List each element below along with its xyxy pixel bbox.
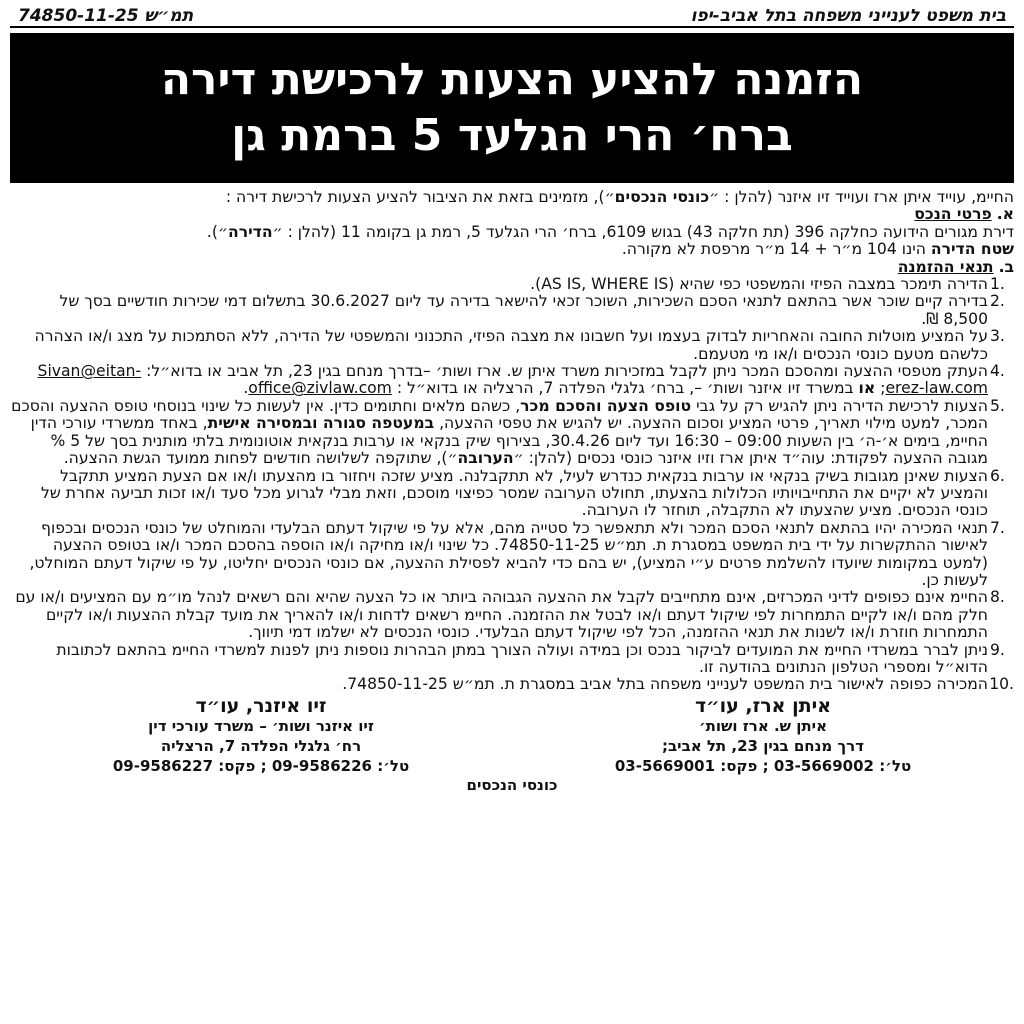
signer-address: רח׳ גלגלי הפלדה 7, הרצליה (160, 736, 362, 755)
area-text: הינו 104 מ״ר + 14 מ״ר מרפסת לא מקורה. (621, 240, 926, 259)
item-number: .10 (989, 675, 1014, 694)
signature-eitan-erez (615, 696, 911, 776)
section-title: תנאי ההזמנה (897, 257, 994, 276)
signer-name: איתן ארז, עו״ד (694, 694, 832, 717)
item-end: . (243, 379, 249, 398)
term-item (10, 589, 1014, 641)
signer-firm: איתן ש. ארז ושות׳ (698, 716, 827, 735)
item-number: .1 (990, 275, 1005, 294)
signer-phones: טל׳: 09-9586226 ; פקס: 09-9586227 (112, 756, 410, 775)
item-number: .5 (990, 396, 1005, 415)
property-description (10, 224, 1014, 241)
email-link-2[interactable]: office@zivlaw.com (248, 379, 392, 398)
item-text: על המציע מוטלות החובה והאחריות לבדוק בעצמו ועל חשבונו את מצבה הפיזי, התכנוני והמשפטי של הדירה, ללא הסתמכות על מצג ו/או הצהרה כלשהם מטעם כונסי הנכסים ו/או מי מטעמם. (34, 327, 988, 363)
item-number: .4 (990, 362, 1005, 381)
section-a-heading (10, 206, 1014, 223)
intro-text: החיימ, עוייד איתן ארז ועוייד זיו איזנר (להלן : ״ (709, 188, 1014, 206)
item-number: .9 (990, 640, 1005, 659)
term-item (10, 676, 1014, 693)
signer-phones: טל׳: 03-5669002 ; פקס: 03-5669001 (614, 756, 912, 775)
item-number: .7 (990, 518, 1005, 537)
property-area (10, 241, 1014, 258)
item-number: .8 (990, 588, 1005, 607)
item-text: תנאי המכירה יהיו בהתאם לתנאי הסכם המכר ולא תתאפשר כל סטייה מהם, אלא על פי שיקול דעתם הבלעדי והמוחלט של כונסי הנכסים ובכפוף לאישור ההתקשרות על ידי בית המשפט במסגרת ת. תמ״ש 74850-11-25. כל שינוי ו/או מחיקה ו/או הוספה בהסכם המכר ו/או בטופס ההצעה (למעט במקומות שיועדו להשלמת פרטים ע״י המציע), יש בהם כדי להביא לפסילת ההצעה, אם כונסי הנכסים יחליטו, על פי שיקול דעתם המוחלט, לעשות כן. (29, 518, 988, 589)
term-item (10, 276, 1014, 293)
intro-paragraph (10, 189, 1014, 206)
receivers-term: כונסי הנכסים (614, 188, 710, 206)
item-text: החיימ אינם כפופים לדיני המכרזים, אינם מתחייבים לקבל את ההצעה הגבוהה ביותר או כל הצעה שהיא והם רשאים לנהל מו״מ עם המציעים ו/או עם חלק מהם ו/או לקיים התמחרות לפי שיקול דעתם ו/או לבטל את ההזמנה. החיימ רשאים לדחות ו/או להאריך את מועד קבלת ההצעות ו/או לקיים התמחרות חוזרת ו/או לשנות את תנאי ההזמנה, הכל לפי שיקול דעתם הבלעדי. כונסי הנכסים לא ישלמו דמי תיווך. (15, 588, 988, 642)
bold-term: טופס הצעה והסכם מכר (520, 396, 692, 415)
court-name: בית משפט לענייני משפחה בתל אביב-יפו (690, 6, 1006, 26)
term-item (10, 328, 1014, 363)
item-text: ניתן לברר במשרדי החיימ את המועדים לביקור בנכס וכן במידה ועולה הצורך במתן הבהרות נוספות ניתן לפנות למשרדי החיימ בהתאם לכתובות הדוא״ל ומספרי הטלפון הנתונים בהודעה זו. (56, 640, 988, 676)
title-line-2: ברח׳ הרי הגלעד 5 ברמת גן (231, 110, 793, 161)
signature-ziv-eisner (113, 696, 409, 776)
item-number: .6 (990, 466, 1005, 485)
term-item (10, 520, 1014, 590)
bold-term: הערובה (457, 449, 514, 468)
term-item (10, 293, 1014, 328)
section-letter: ב. (998, 257, 1014, 276)
signer-firm: זיו איזנר ושות׳ – משרד עורכי דין (148, 716, 374, 735)
email-link-1[interactable]: Sivan@eitan-erez-law.com (37, 362, 988, 398)
item-text: בדירה קיים שוכר אשר בהתאם לתנאי הסכם השכירות, השוכר זכאי להישאר בדירה עד ליום 30.6.2027 בתשלום דמי שכירות חודשיים בסך של 8,500 ₪. (59, 292, 988, 328)
term-item (10, 468, 1014, 520)
item-text: ״), שתוקפה לשלושה חודשים לפחות ממועד הגשת ההצעה. (63, 449, 458, 468)
signatures (10, 696, 1014, 776)
title-banner (10, 33, 1014, 183)
property-text-end: ״). (206, 222, 228, 241)
item-number: .3 (990, 327, 1005, 346)
or-word: או (858, 379, 876, 398)
separator: ; (875, 379, 886, 398)
bold-term: במעטפה סגורה ובמסירה אישית (207, 414, 435, 433)
item-text: , באחד ממשרדי עורכי הדין החיימ, בימים א׳-ה׳ בין השעות 09:00 – 16:30 ועד ליום 30.4.26, בצירוף שיק בנקאי או ערבות בנקאית אוטונומית בלתי מותנית בסך של 5 % מגובה ההצעה לפקודת: עוה״ד איתן ארז וזיו איזנר כונסי נכסים (להלן: ״ (30, 414, 988, 468)
property-text: דירת מגורים הידועה כחלקה 396 (תת חלקה 43) בגוש 6109, ברח׳ הרי הגלעד 5, רמת גן בקומה 11 (להלן : ״ (272, 222, 1014, 241)
item-text: , כשהם מלאים וחתומים כדין. אין לעשות כל שינוי בנוסחי טופס ההצעה והסכם המכר, למעט מילוי תאריך, פרטי המציע וסכום ההצעה. יש להגיש את טפסי ההצעה, (11, 396, 988, 433)
term-item (10, 642, 1014, 677)
item-text: הצעות לרכישת הדירה ניתן להגיש רק על גבי (691, 396, 988, 415)
item-text: הצעות שאינן מגובות בשיק בנקאי או ערבות בנקאית כנדרש לעיל, לא תתקבלנה. מציע שזכה ויחזור בו מהצעתו ו/או אם הצעת המציע תתקבל והמציע לא יקיים את התחייבויותיו הכלולות בהצעתו, תחולט הערובה שמסר כפיצוי מוסכם, וזאת מבלי לגרוע מכל סעד ו/או זכות תביעה אחרת של כונסי הנכסים. מציע שהצעתו לא התקבלה, תוחזר לו הערובה. (40, 466, 988, 520)
term-item (10, 363, 1014, 398)
title-line-1: הזמנה להציע הצעות לרכישת דירה (160, 54, 864, 105)
signer-address: דרך מנחם בגין 23, תל אביב; (662, 736, 864, 755)
item-text: במשרד זיו איזנר ושות׳ –, ברח׳ גלגלי הפלדה 7, הרצליה או בדוא״ל : (391, 379, 859, 398)
term-item (10, 398, 1014, 468)
item-text: הדירה תימכר במצבה הפיזי והמשפטי כפי שהיא (AS IS, WHERE IS). (530, 275, 988, 294)
intro-text-end: ״), מזמינים בזאת את הציבור להציע הצעות לרכישת דירה : (225, 188, 615, 206)
item-text: העתק מטפסי ההצעה ומהסכם המכר ניתן לקבל במזכירות משרד איתן ש. ארז ושות׳ –בדרך מנחם בגין 23, תל אביב או בדוא״ל: (141, 362, 988, 381)
notice-body (10, 189, 1014, 694)
signer-name: זיו איזנר, עו״ד (195, 694, 327, 717)
footer-receivers: כונסי הנכסים (466, 775, 558, 794)
section-letter: א. (996, 205, 1014, 224)
case-number: תמ״ש 74850-11-25 (18, 6, 194, 26)
terms-list (10, 276, 1014, 694)
apartment-term: הדירה (227, 222, 273, 241)
section-title: פרטי הנכס (914, 205, 992, 224)
item-number: .2 (990, 292, 1005, 311)
item-text: המכירה כפופה לאישור בית המשפט לענייני משפחה בתל אביב במסגרת ת. תמ״ש 74850-11-25. (342, 675, 988, 694)
area-label: שטח הדירה (930, 240, 1014, 259)
section-b-heading (10, 259, 1014, 276)
header-line (10, 0, 1014, 28)
